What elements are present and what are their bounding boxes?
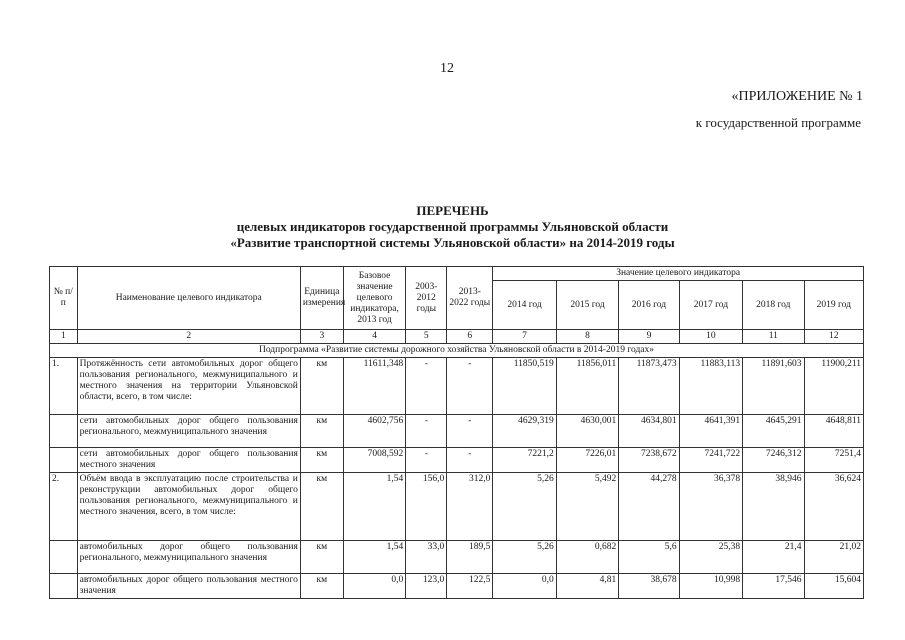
header-year: 2014 год <box>493 281 556 330</box>
indicator-name: сети автомобильных дорог общего пользования местного значения <box>77 448 300 473</box>
title-line-3: «Развитие транспортной системы Ульяновской области» на 2014-2019 годы <box>230 235 675 250</box>
period-2-value: - <box>447 358 493 415</box>
year-value: 4641,391 <box>679 415 742 448</box>
header-base: Базовое значение целевого индикатора, 2013 год <box>343 267 405 330</box>
index-cell: 7 <box>493 330 556 344</box>
table-row <box>50 574 864 599</box>
index-cell: 1 <box>50 330 78 344</box>
period-1-value: - <box>406 415 447 448</box>
year-value: 7226,01 <box>556 448 618 473</box>
index-cell: 3 <box>300 330 343 344</box>
header-group: Значение целевого индикатора <box>493 267 864 281</box>
year-value: 36,378 <box>679 473 742 541</box>
header-period-1: 2003-2012 годы <box>406 267 447 330</box>
period-1-value: 156,0 <box>406 473 447 541</box>
year-value: 5,492 <box>556 473 618 541</box>
period-2-value: 189,5 <box>447 541 493 574</box>
year-value: 11856,011 <box>556 358 618 415</box>
base-value: 0,0 <box>343 574 405 599</box>
index-cell: 12 <box>804 330 863 344</box>
year-value: 7241,722 <box>679 448 742 473</box>
table-row <box>50 448 864 473</box>
row-num: 1. <box>50 358 78 415</box>
year-value: 11900,211 <box>804 358 863 415</box>
year-value: 4648,811 <box>804 415 863 448</box>
unit-cell: км <box>300 415 343 448</box>
period-2-value: 312,0 <box>447 473 493 541</box>
row-num: 2. <box>50 473 78 541</box>
year-value: 38,678 <box>619 574 679 599</box>
table-row <box>50 541 864 574</box>
unit-cell: км <box>300 358 343 415</box>
document-title <box>0 203 905 251</box>
year-value: 4634,801 <box>619 415 679 448</box>
year-value: 36,624 <box>804 473 863 541</box>
year-value: 11850,519 <box>493 358 556 415</box>
unit-cell: км <box>300 541 343 574</box>
year-value: 25,38 <box>679 541 742 574</box>
year-value: 7246,312 <box>743 448 804 473</box>
period-1-value: - <box>406 358 447 415</box>
base-value: 1,54 <box>343 473 405 541</box>
index-cell: 6 <box>447 330 493 344</box>
annex-title: «ПРИЛОЖЕНИЕ № 1 <box>731 89 863 104</box>
year-value: 21,4 <box>743 541 804 574</box>
subprogram-title: Подпрограмма «Развитие системы дорожного хозяйства Ульяновской области в 2014-2019 годах» <box>50 344 864 358</box>
row-num <box>50 448 78 473</box>
indicators-table <box>49 266 864 599</box>
row-num <box>50 415 78 448</box>
year-value: 7238,672 <box>619 448 679 473</box>
index-cell: 8 <box>556 330 618 344</box>
year-value: 7251,4 <box>804 448 863 473</box>
year-value: 10,998 <box>679 574 742 599</box>
base-value: 7008,592 <box>343 448 405 473</box>
header-period-2: 2013-2022 годы <box>447 267 493 330</box>
year-value: 15,604 <box>804 574 863 599</box>
index-row <box>50 330 864 344</box>
year-value: 38,946 <box>743 473 804 541</box>
year-value: 7221,2 <box>493 448 556 473</box>
header-unit: Единица измерения <box>300 267 343 330</box>
period-1-value: 123,0 <box>406 574 447 599</box>
index-cell: 2 <box>77 330 300 344</box>
indicator-name: автомобильных дорог общего пользования местного значения <box>77 574 300 599</box>
year-value: 4645,291 <box>743 415 804 448</box>
table-row <box>50 358 864 415</box>
period-2-value: - <box>447 448 493 473</box>
unit-cell: км <box>300 473 343 541</box>
header-name: Наименование целевого индикатора <box>77 267 300 330</box>
indicator-name: Протяжённость сети автомобильных дорог общего пользования регионального, межмуниципального и местного значения на территории Ульяновской области, всего, в том числе: <box>77 358 300 415</box>
index-cell: 5 <box>406 330 447 344</box>
index-cell: 10 <box>679 330 742 344</box>
indicator-name: Объём ввода в эксплуатацию после строительства и реконструкции автомобильных дорог общего пользования регионального, межмуниципального и местного значения, всего, в том числе: <box>77 473 300 541</box>
index-cell: 4 <box>343 330 405 344</box>
base-value: 11611,348 <box>343 358 405 415</box>
index-cell: 11 <box>743 330 804 344</box>
period-1-value: - <box>406 448 447 473</box>
base-value: 4602,756 <box>343 415 405 448</box>
period-2-value: - <box>447 415 493 448</box>
period-1-value: 33,0 <box>406 541 447 574</box>
title-line-1: ПЕРЕЧЕНЬ <box>416 203 489 218</box>
page-number: 12 <box>440 61 454 76</box>
row-num <box>50 541 78 574</box>
period-2-value: 122,5 <box>447 574 493 599</box>
header-year: 2016 год <box>619 281 679 330</box>
unit-cell: км <box>300 574 343 599</box>
table-row <box>50 473 864 541</box>
header-year: 2019 год <box>804 281 863 330</box>
title-line-2: целевых индикаторов государственной программы Ульяновской области <box>236 219 669 234</box>
year-value: 4,81 <box>556 574 618 599</box>
annex-subtitle: к государственной программе <box>695 115 861 130</box>
year-value: 11873,473 <box>619 358 679 415</box>
indicator-name: автомобильных дорог общего пользования регионального, межмуниципального значения <box>77 541 300 574</box>
header-year: 2018 год <box>743 281 804 330</box>
index-cell: 9 <box>619 330 679 344</box>
year-value: 11883,113 <box>679 358 742 415</box>
year-value: 5,26 <box>493 473 556 541</box>
year-value: 4629,319 <box>493 415 556 448</box>
year-value: 21,02 <box>804 541 863 574</box>
year-value: 5,26 <box>493 541 556 574</box>
header-num: № п/п <box>50 267 78 330</box>
year-value: 0,682 <box>556 541 618 574</box>
row-num <box>50 574 78 599</box>
year-value: 17,546 <box>743 574 804 599</box>
year-value: 11891,603 <box>743 358 804 415</box>
header-year: 2015 год <box>556 281 618 330</box>
year-value: 44,278 <box>619 473 679 541</box>
unit-cell: км <box>300 448 343 473</box>
table-row <box>50 415 864 448</box>
header-year: 2017 год <box>679 281 742 330</box>
subprogram-row <box>50 344 864 358</box>
year-value: 0,0 <box>493 574 556 599</box>
indicator-name: сети автомобильных дорог общего пользования регионального, межмуниципального значения <box>77 415 300 448</box>
base-value: 1,54 <box>343 541 405 574</box>
year-value: 5,6 <box>619 541 679 574</box>
year-value: 4630,001 <box>556 415 618 448</box>
